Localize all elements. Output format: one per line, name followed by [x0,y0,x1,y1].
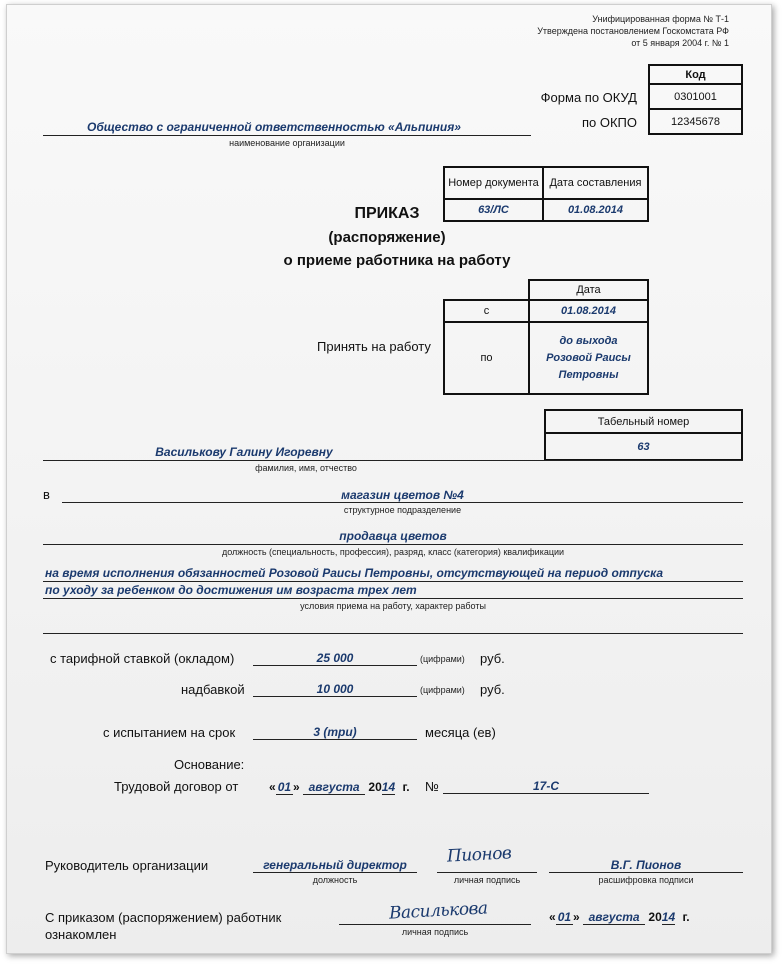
bonus-label: надбавкой [181,682,245,697]
bonus-line [253,696,417,697]
probation-value: 3 (три) [313,725,357,739]
ack-year-prefix: 20 [648,910,662,924]
codes-header: Код [649,65,742,84]
doc-date-value: 01.08.2014 [543,199,648,221]
doc-number-value: 63/ЛС [444,199,543,221]
employee-name: Василькову Галину Игоревну [155,445,333,459]
director-signature-line [437,872,537,873]
basis-label: Основание: [174,757,245,772]
doc-table [443,166,649,222]
organization-name: Общество с ограниченной ответственностью «Альпиния» [87,120,461,134]
hire-to-label: по [444,322,529,394]
contract-year-unit: г. [402,780,410,794]
ack-open-quote: « [549,910,556,924]
hire-date-header: Дата [529,280,648,300]
tab-number-value: 63 [545,433,742,460]
department-value: магазин цветов №4 [341,488,464,502]
ack-close-quote: » [573,910,580,924]
employee-caption: фамилия, имя, отчество [255,463,357,473]
contract-day: 01 [277,780,292,794]
title-line3: о приеме работника на работу [283,252,511,269]
tab-number-header: Табельный номер [545,410,742,433]
probation-unit: месяца (ев) [425,725,496,740]
form-header-line2: Утверждена постановлением Госкомстата РФ [537,26,729,36]
department-prefix: в [43,487,50,502]
rate-label: с тарифной ставкой (окладом) [50,651,235,666]
rate-rub: руб. [480,651,505,666]
hire-to-value [529,322,648,394]
contract-year-prefix: 20 [368,780,382,794]
contract-close-quote: » [293,780,300,794]
contract-number-line [443,793,649,794]
contract-open-quote: « [269,780,276,794]
acknowledge-text [45,909,281,943]
bonus-value: 10 000 [316,682,354,696]
ack-year-suffix: 14 [661,910,676,924]
rate-line [253,665,417,666]
ack-day: 01 [557,910,572,924]
codes-table [648,64,743,135]
department-line [62,502,743,503]
employee-signature-caption: личная подпись [401,927,469,937]
conditions-caption: условия приема на работу, характер работы [300,601,486,611]
position-value: продавца цветов [339,529,447,543]
doc-date-header: Дата составления [543,167,648,199]
hire-label: Принять на работу [317,339,431,354]
contract-date [269,780,410,795]
organization-caption: наименование организации [229,138,345,148]
director-signature: Пионов [446,843,512,867]
director-position-line [253,872,417,873]
position-line [43,544,743,545]
hire-table [443,279,649,395]
contract-month: августа [303,780,365,795]
form-header-line3: от 5 января 2004 г. № 1 [631,38,729,48]
acknowledge-line1: С приказом (распоряжением) работник [45,910,282,925]
hire-to-value-1: до выхода [559,334,618,347]
conditions-line-3 [43,633,743,634]
organization-line [43,135,531,136]
okpo-label: по ОКПО [581,115,637,130]
employee-line [43,460,743,461]
director-decode-caption: расшифровка подписи [598,875,694,885]
position-caption: должность (специальность, профессия), разряд, класс (категория) квалификации [221,547,565,557]
director-position: генеральный директор [263,858,407,872]
hire-to-value-2: Розовой Раисы [546,351,631,364]
conditions-line-2 [43,598,743,599]
contract-number-value: 17-С [532,779,559,793]
okpo-value: 12345678 [649,109,742,134]
probation-line [253,739,417,740]
ack-year-unit: г. [682,910,690,924]
title-line1: ПРИКАЗ [354,205,420,222]
director-position-caption: должность [312,875,358,885]
conditions-line2: по уходу за ребенком до достижения им возраста трех лет [45,583,417,597]
hire-from-label: с [444,300,529,322]
director-decode: В.Г. Пионов [610,858,682,872]
title-line2: (распоряжение) [328,229,446,246]
acknowledge-date [549,910,690,925]
director-decode-line [549,872,743,873]
tab-number-table [544,409,743,461]
form-header [537,13,729,49]
rate-digits: (цифрами) [420,654,465,664]
hire-from-value: 01.08.2014 [529,300,648,322]
director-signature-caption: личная подпись [453,875,521,885]
rate-value: 25 000 [316,651,354,665]
order-form-page [6,4,772,954]
employee-signature: Василькова [388,898,489,924]
conditions-line1: на время исполнения обязанностей Розовой Раисы Петровны, отсутствующей на период отпуска [45,566,664,580]
contract-label: Трудовой договор от [114,779,239,794]
conditions-line-1 [43,581,743,582]
contract-number-sign: № [425,779,439,794]
contract-year-suffix: 14 [381,780,396,794]
okud-label: Форма по ОКУД [540,90,637,105]
form-header-line1: Унифицированная форма № Т-1 [592,14,729,24]
bonus-rub: руб. [480,682,505,697]
okud-value: 0301001 [649,84,742,109]
hire-to-value-3: Петровны [558,368,619,381]
doc-number-header: Номер документа [444,167,543,199]
director-label: Руководитель организации [45,858,209,873]
ack-month: августа [583,910,645,925]
acknowledge-line2: ознакомлен [45,927,117,942]
bonus-digits: (цифрами) [420,685,465,695]
department-caption: структурное подразделение [343,505,462,515]
employee-signature-line [339,924,531,925]
probation-label: с испытанием на срок [103,725,236,740]
